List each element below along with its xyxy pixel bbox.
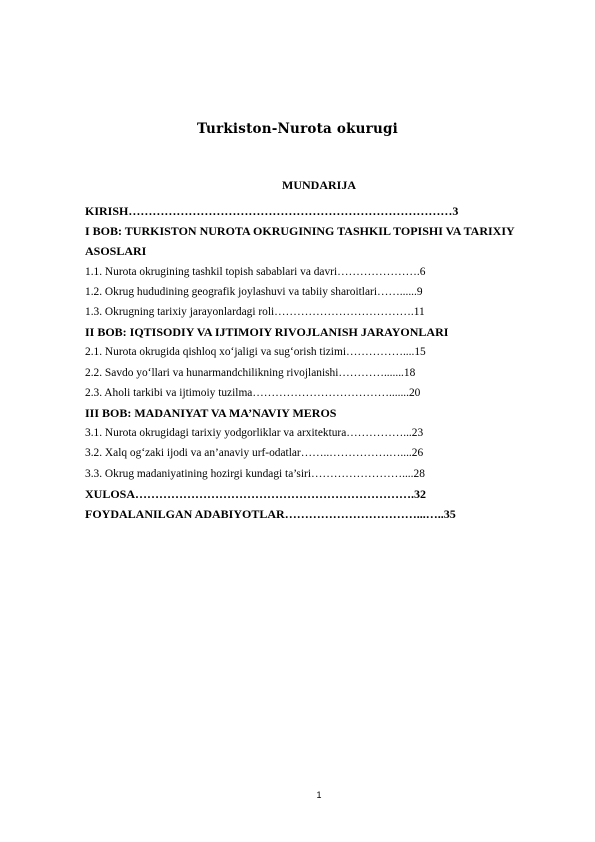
toc-entry-1-1: 1.1. Nurota okrugining tashkil topish sabablari va davri………………….6	[85, 265, 426, 278]
toc-heading: MUNDARIJA	[282, 178, 356, 192]
toc-entry-2-3: 2.3. Aholi tarkibi va ijtimoiy tuzilma……………………………….......20	[85, 386, 421, 399]
toc-entry-1-3: 1.3. Okrugning tarixiy jarayonlardagi roli……………………………….11	[85, 306, 425, 319]
table-of-contents	[85, 201, 515, 524]
toc-entry-1-2: 1.2. Okrug hududining geografik joylashuvi va tabiiy sharoitlari……......9	[85, 285, 423, 298]
toc-entry-kirish: KIRISH………………………………………………………………………3	[85, 204, 459, 218]
toc-entry-3-3: 3.3. Okrug madaniyatining hozirgi kundagi ta’siri……………………....28	[85, 467, 425, 480]
toc-entry-xulosa: XULOSA…………………………………………………………….32	[85, 486, 427, 501]
page-number: 1	[316, 790, 322, 800]
toc-entry-bibliography: FOYDALANILGAN ADABIYOTLAR……………………………...…..35	[85, 507, 456, 522]
toc-chapter-3: III BOB: MADANIYAT VA MA’NAVIY MEROS	[85, 406, 337, 421]
toc-chapter-1: I BOB: TURKISTON NUROTA OKRUGINING TASHKIL TOPISHI VA TARIXIY ASOSLARI	[85, 224, 515, 259]
toc-entry-3-1: 3.1. Nurota okrugidagi tarixiy yodgorliklar va arxitektura……………...23	[85, 427, 424, 440]
page-title: Turkiston-Nurota okurugi	[197, 121, 398, 137]
toc-entry-3-2: 3.2. Xalq og‘zaki ijodi va an’anaviy urf-odatlar……..…………….…....26	[85, 447, 424, 460]
toc-chapter-2: II BOB: IQTISODIY VA IJTIMOIY RIVOJLANISH JARAYONLARI	[85, 325, 449, 340]
toc-entry-2-1: 2.1. Nurota okrugida qishloq xo‘jaligi va sug‘orish tizimi……………....15	[85, 346, 426, 359]
toc-entry-2-2: 2.2. Savdo yo‘llari va hunarmandchilikning rivojlanishi………….......18	[85, 366, 416, 379]
